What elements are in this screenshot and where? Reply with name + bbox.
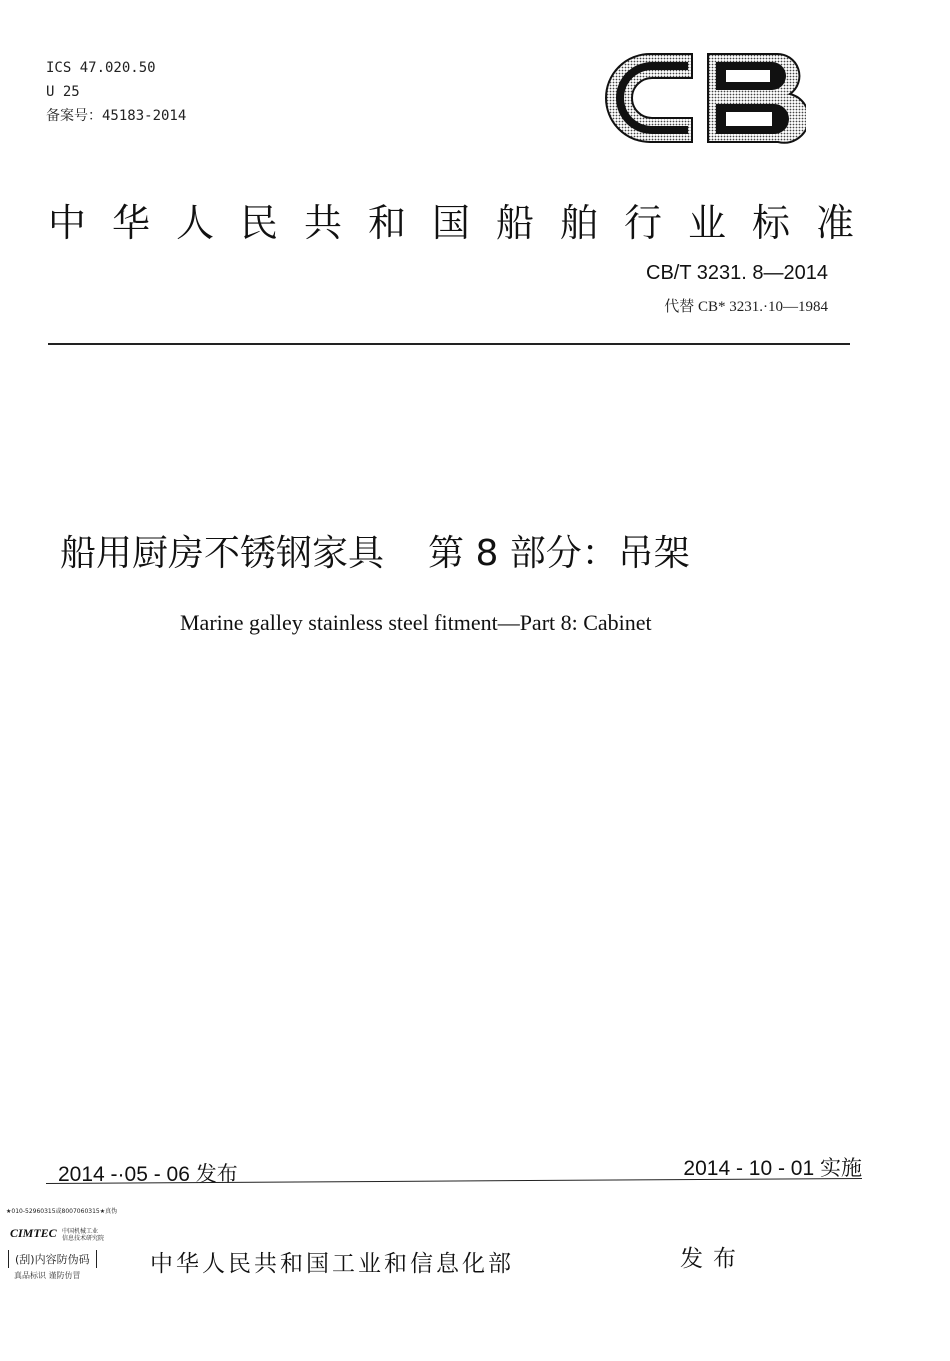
document-title-part: 第 8 部分：吊架 — [428, 533, 690, 574]
cb-logo-icon — [600, 48, 806, 148]
issue-date: 2014 -·05 - 06 发布 — [58, 1163, 238, 1186]
document-title-main: 船用厨房不锈钢家具 — [60, 533, 385, 574]
document-title-chinese — [60, 525, 690, 576]
document-title-english: Marine galley stainless steel fitment—Part 8: Cabinet — [180, 610, 652, 635]
standard-code: CB/T 3231. 8—2014 — [646, 262, 828, 284]
implementation-date: 2014 - 10 - 01 实施 — [683, 1157, 862, 1180]
ics-code: ICS 47.020.50 — [46, 60, 156, 76]
stamp-brand-logo: CIMTEC — [10, 1226, 57, 1240]
stamp-organization: 中国机械工业 信息技术研究院 — [62, 1228, 105, 1242]
stamp-verification-line: ★010-52960315或8007060315★真伪 — [6, 1208, 118, 1215]
top-divider — [48, 343, 850, 345]
organization-title: 中华人民共和国船舶行业标准 — [48, 201, 881, 245]
document-metadata — [46, 56, 186, 128]
publisher-name: 中华人民共和国工业和信息化部 — [150, 1251, 514, 1277]
filing-number: 备案号：45183-2014 — [46, 108, 187, 124]
anti-counterfeit-code: (刮)内容防伪码 — [8, 1250, 97, 1268]
publish-label: 发布 — [680, 1246, 746, 1272]
stamp-note: 真品标识 谨防仿冒 — [14, 1271, 81, 1280]
replaces-standard: 代替 CB* 3231.·10—1984 — [664, 299, 828, 315]
u-code: U 25 — [46, 84, 80, 100]
